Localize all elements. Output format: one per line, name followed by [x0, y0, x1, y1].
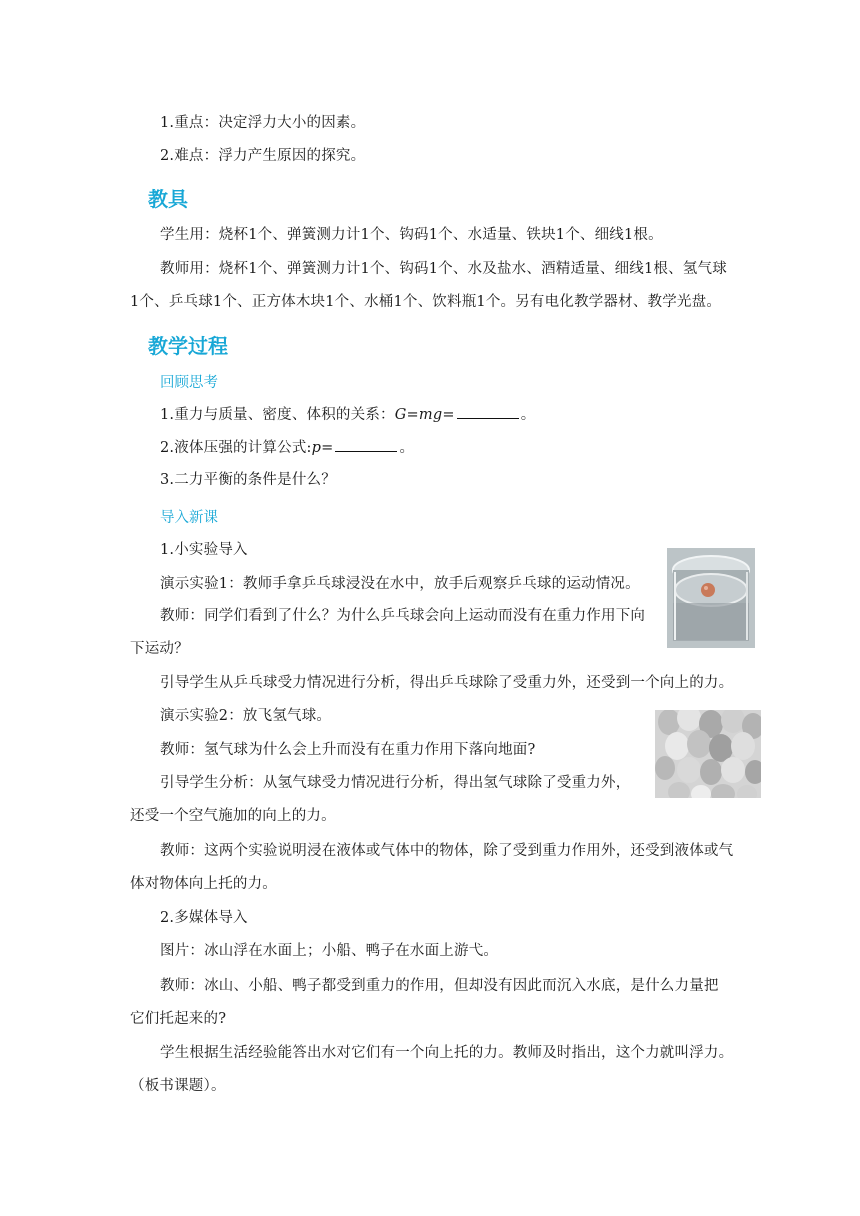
intro-subheading: 导入新课: [160, 510, 218, 526]
teacher-3-line-1: 教师：冰山、小船、鸭子都受到重力的作用，但却没有因此而沉入水底，是什么力量把: [160, 978, 719, 994]
review-question-2: [160, 437, 414, 458]
review-question-1: [160, 404, 535, 425]
q2-prefix: 2.液体压强的计算公式:: [160, 440, 312, 456]
balloons-photo: [655, 710, 761, 798]
teacher-2-line: 教师：氢气球为什么会上升而没有在重力作用下落向地面?: [160, 742, 536, 758]
review-question-3: 3.二力平衡的条件是什么？: [160, 472, 336, 488]
q2-suffix: 。: [399, 440, 415, 456]
q1-eq1: =: [406, 407, 419, 423]
review-subheading: 回顾思考: [160, 375, 218, 391]
picture-line: 图片：冰山浮在水面上；小船、鸭子在水面上游弋。: [160, 943, 499, 959]
q1-prefix: 1.重力与质量、密度、体积的关系：: [160, 407, 395, 423]
q2-blank[interactable]: [335, 437, 397, 452]
q1-mg: mg: [418, 407, 443, 423]
conclusion-line-1: 教师：这两个实验说明浸在液体或气体中的物体，除了受到重力作用外，还受到液体或气: [160, 843, 734, 859]
q1-eq2: =: [442, 407, 455, 423]
q1-suffix: 。: [520, 407, 536, 423]
q1-blank[interactable]: [457, 404, 519, 419]
beaker-ping-pong-photo: [667, 548, 755, 648]
q2-eq: =: [321, 440, 334, 456]
demo-2-line: 演示实验2：放飞氢气球。: [160, 708, 332, 724]
answer-line-1: 学生根据生活经验能答出水对它们有一个向上托的力。教师及时指出，这个力就叫浮力。: [160, 1045, 734, 1061]
q2-p: p: [311, 440, 322, 456]
equipment-heading: 教具: [148, 187, 188, 211]
guide-1-line: 引导学生从乒乓球受力情况进行分析，得出乒乓球除了受重力外，还受到一个向上的力。: [160, 675, 734, 691]
answer-line-2: （板书课题）。: [130, 1078, 226, 1094]
process-heading: 教学过程: [148, 334, 228, 358]
teacher-equipment-line-2: 1个、乒乓球1个、正方体木块1个、水桶1个、饮料瓶1个。另有电化教学器材、教学光盘。: [130, 294, 722, 310]
guide-2-line-2: 还受一个空气施加的向上的力。: [130, 808, 336, 824]
demo-1-line: 演示实验1：教师手拿乒乓球浸没在水中，放手后观察乒乓球的运动情况。: [160, 576, 640, 592]
teacher-1-line-2: 下运动？: [130, 641, 189, 657]
key-point-line: 1.重点：决定浮力大小的因素。: [160, 115, 366, 131]
student-equipment-line: 学生用：烧杯1个、弹簧测力计1个、钩码1个、水适量、铁块1个、细线1根。: [160, 227, 663, 243]
difficulty-line: 2.难点：浮力产生原因的探究。: [160, 148, 366, 164]
guide-2-line-1: 引导学生分析：从氢气球受力情况进行分析，得出氢气球除了受重力外，: [160, 775, 631, 791]
q1-g: G: [394, 407, 407, 423]
section-1-title: 1.小实验导入: [160, 542, 248, 558]
teacher-equipment-line-1: 教师用：烧杯1个、弹簧测力计1个、钩码1个、水及盐水、酒精适量、细线1根、氢气球: [160, 261, 727, 277]
section-2-title: 2.多媒体导入: [160, 910, 248, 926]
teacher-1-line-1: 教师：同学们看到了什么？为什么乒乓球会向上运动而没有在重力作用下向: [160, 608, 646, 624]
teacher-3-line-2: 它们托起来的?: [130, 1011, 227, 1027]
conclusion-line-2: 体对物体向上托的力。: [130, 876, 277, 892]
